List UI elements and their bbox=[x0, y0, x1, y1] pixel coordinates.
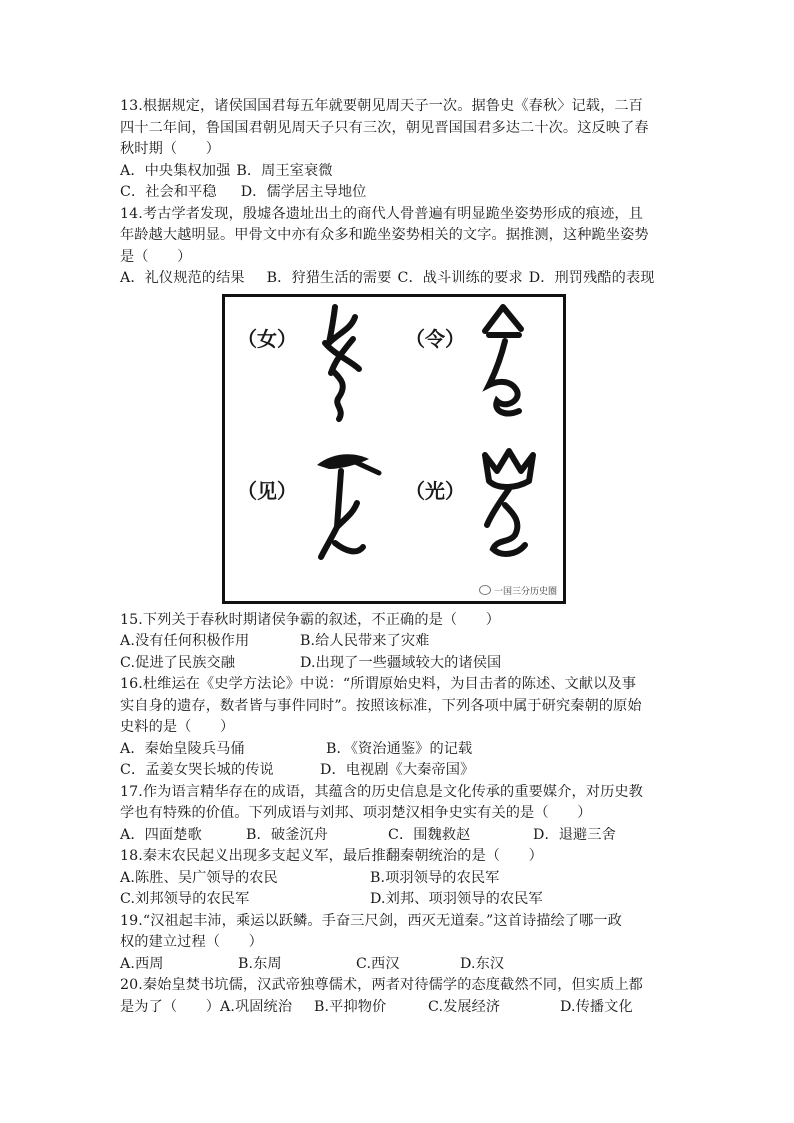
q17-line-2: 学也有特殊的价值。下列成语与刘邦、项羽楚汉相争史实有关的是（ ） bbox=[120, 805, 592, 821]
q20-option-b: B.平抑物价 bbox=[314, 998, 387, 1015]
q14-line-1: 14.考古学者发现，殷墟各遗址出土的商代人骨普遍有明显跪坐姿势形成的痕迹，且 bbox=[120, 205, 643, 222]
q15-option-c: C.促进了民族交融 bbox=[120, 654, 236, 671]
q13-line-1: 13.根据规定，诸侯国国君每五年就要朝见周天子一次。据鲁史《春秋〉记载，二百 bbox=[120, 98, 643, 114]
q16-options-ab bbox=[120, 739, 680, 761]
q13-option-a: A．中央集权加强 bbox=[120, 162, 231, 179]
q18-option-d: D.刘邦、项羽领导的农民军 bbox=[370, 891, 543, 907]
glyph-label-ling: （令） bbox=[405, 326, 465, 351]
q14-line-2: 年龄越大越明显。甲骨文中亦有众多和跪坐姿势相关的文字。据推测，这种跪坐姿势 bbox=[120, 227, 649, 243]
q16-option-d: D．电视剧《大秦帝国》 bbox=[320, 762, 475, 778]
q15-options-cd bbox=[120, 653, 680, 675]
q17-line-1: 17.作为语言精华存在的成语，其蕴含的历史信息是文化传承的重要媒介，对历史教 bbox=[120, 783, 643, 800]
oracle-glyph-ling-icon bbox=[475, 301, 535, 421]
q16-option-c: C．孟姜女哭长城的传说 bbox=[120, 762, 274, 778]
q13-options-ab bbox=[120, 161, 680, 183]
q15-option-d: D.出现了一些疆域较大的诸侯国 bbox=[300, 654, 502, 671]
q16-line-1: 16.杜维运在《史学方法论》中说：“所谓原始史料，为目击者的陈述、文献以及事 bbox=[120, 676, 636, 692]
q16-option-b: B．《资治通鉴》的记载 bbox=[326, 740, 473, 757]
q20-option-c: C.发展经济 bbox=[428, 998, 501, 1015]
oracle-glyph-nv-icon bbox=[307, 303, 377, 423]
q13-line-2: 四十二年间，鲁国国君朝见周天子只有三次，朝见晋国国君多达二十次。这反映了春 bbox=[120, 119, 649, 136]
q18-option-b: B.项羽领导的农民军 bbox=[370, 869, 500, 886]
q19-line-2: 权的建立过程（ ） bbox=[120, 934, 263, 950]
q20-line-1: 20.秦始皇焚书坑儒，汉武帝独尊儒术，两者对待儒学的态度截然不同，但实质上都 bbox=[120, 977, 643, 993]
q14-option-b: B．狩猎生活的需要 bbox=[266, 270, 392, 286]
q17-option-a: A．四面楚歌 bbox=[120, 826, 202, 843]
q19-option-c: C.西汉 bbox=[356, 955, 400, 972]
q13-option-d: D．儒学居主导地位 bbox=[240, 184, 367, 200]
q14-option-a: A．礼仪规范的结果 bbox=[120, 270, 245, 286]
q19-options bbox=[120, 954, 680, 976]
q18-options-cd bbox=[120, 889, 680, 911]
q15-options-ab bbox=[120, 631, 680, 653]
oracle-glyph-jian-icon bbox=[307, 447, 387, 577]
q20-option-d: D.传播文化 bbox=[560, 998, 633, 1015]
q20-line-2-options bbox=[120, 997, 680, 1019]
q13-option-b: B．周王室衰微 bbox=[236, 162, 333, 179]
q19-option-a: A.西周 bbox=[120, 955, 164, 972]
q17-options bbox=[120, 825, 680, 847]
q17-option-c: C．围魏救赵 bbox=[388, 826, 471, 843]
q20-option-a: A.巩固统治 bbox=[220, 998, 293, 1015]
q18-option-a: A.陈胜、吴广领导的农民 bbox=[120, 869, 278, 886]
glyph-label-guang: （光） bbox=[405, 478, 465, 503]
q16-line-2: 实自身的遗存，数者皆与事件同时”。按照该标准，下列各项中属于研究秦朝的原始 bbox=[120, 697, 642, 714]
q17-option-b: B．破釜沉舟 bbox=[246, 826, 328, 843]
glyph-label-nv: （女） bbox=[237, 326, 297, 351]
q20-line-2: 是为了（ ） bbox=[120, 998, 221, 1015]
oracle-bone-figure bbox=[222, 294, 566, 604]
q13-line-3: 秋时期（ ） bbox=[120, 141, 221, 157]
q15-option-a: A.没有任何积极作用 bbox=[120, 633, 250, 649]
q18-option-c: C.刘邦领导的农民军 bbox=[120, 891, 250, 907]
oracle-glyph-guang-icon bbox=[475, 445, 545, 575]
q13-option-c: C．社会和平稳 bbox=[120, 184, 217, 200]
watermark-text: 一国三分历史圈 bbox=[493, 586, 557, 597]
q19-line-1: 19.“汉祖起丰沛，乘运以跃鳞。手奋三尺剑，西灭无道秦。”这首诗描绘了哪一政 bbox=[120, 912, 622, 929]
q18-options-ab bbox=[120, 868, 680, 890]
q17-option-d: D．退避三舍 bbox=[533, 826, 616, 843]
wechat-icon bbox=[479, 585, 491, 595]
q16-option-a: A．秦始皇陵兵马俑 bbox=[120, 740, 245, 757]
q16-options-cd bbox=[120, 760, 680, 782]
watermark bbox=[479, 584, 557, 597]
glyph-label-jian: （见） bbox=[237, 478, 297, 503]
q15-line-1: 15.下列关于春秋时期诸侯争霸的叙述，不正确的是（ ） bbox=[120, 611, 501, 628]
exam-content bbox=[120, 96, 680, 1018]
q19-option-b: B.东周 bbox=[238, 955, 282, 972]
q14-line-3: 是（ ） bbox=[120, 248, 192, 265]
q18-line-1: 18.秦末农民起义出现多支起义军，最后推翻秦朝统治的是（ ） bbox=[120, 848, 543, 864]
q14-option-d: D．刑罚残酷的表现 bbox=[528, 270, 655, 286]
q14-options bbox=[120, 268, 680, 290]
q15-option-b: B.给人民带来了灾难 bbox=[300, 633, 430, 649]
q14-option-c: C．战斗训练的要求 bbox=[397, 270, 523, 286]
q16-line-3: 史料的是（ ） bbox=[120, 719, 235, 735]
q13-options-cd bbox=[120, 182, 680, 204]
q19-option-d: D.东汉 bbox=[460, 955, 505, 972]
